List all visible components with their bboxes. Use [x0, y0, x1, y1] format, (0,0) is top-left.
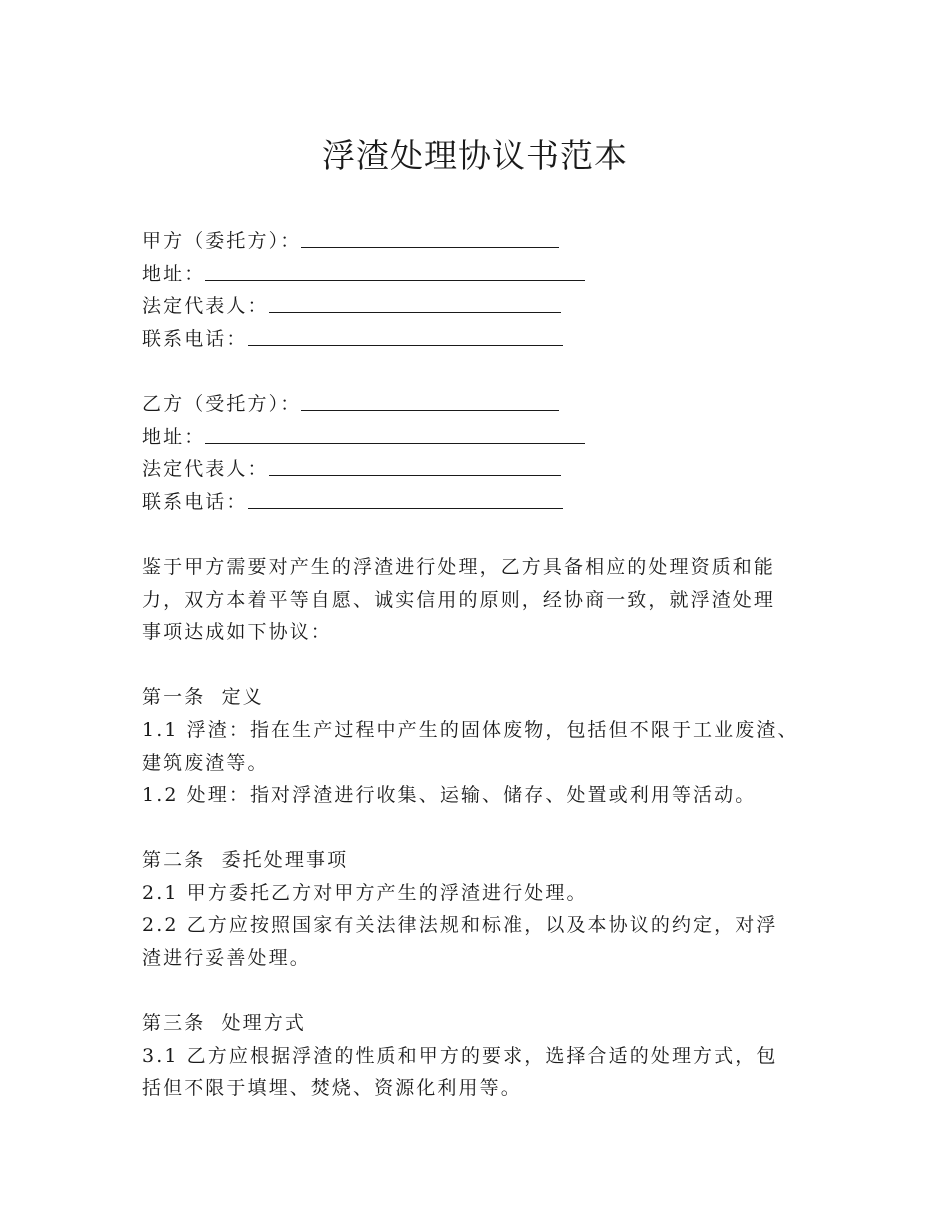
party-a-address-line	[142, 258, 842, 291]
article-line: 2.2 乙方应按照国家有关法律法规和标准，以及本协议的约定，对浮	[142, 914, 778, 937]
spacer	[142, 975, 842, 1008]
article-heading: 第二条 委托处理事项	[142, 849, 349, 872]
preamble-line: 力，双方本着平等自愿、诚实信用的原则，经协商一致，就浮渣处理	[142, 588, 776, 611]
party-a-phone-line	[142, 323, 842, 356]
party-a-line	[142, 225, 842, 258]
party-b-address-line	[142, 421, 842, 454]
preamble-line: 鉴于甲方需要对产生的浮渣进行处理，乙方具备相应的处理资质和能	[142, 555, 776, 578]
party-b-phone-blank	[248, 488, 563, 509]
article-heading: 第三条 处理方式	[142, 1012, 306, 1035]
article-line: 3.1 乙方应根据浮渣的性质和甲方的要求，选择合适的处理方式，包	[142, 1044, 778, 1067]
article-line: 1.2 处理：指对浮渣进行收集、运输、储存、处置或利用等活动。	[142, 784, 757, 807]
article-line: 渣进行妥善处理。	[142, 947, 311, 970]
party-b-address-label: 地址：	[142, 425, 206, 448]
article-line: 建筑废渣等。	[142, 751, 269, 774]
party-a-address-blank	[205, 260, 585, 281]
party-b-blank	[301, 390, 559, 411]
party-a-phone-label: 联系电话：	[142, 327, 248, 350]
party-a-legal-rep-label: 法定代表人：	[142, 295, 269, 318]
document-body	[142, 225, 842, 1105]
party-b-legal-rep-label: 法定代表人：	[142, 458, 269, 481]
party-b-legal-rep-blank	[269, 455, 561, 476]
article-line: 1.1 浮渣：指在生产过程中产生的固体废物，包括但不限于工业废渣、	[142, 718, 799, 741]
preamble-line: 事项达成如下协议：	[142, 621, 332, 644]
party-b-legal-rep-line	[142, 453, 842, 486]
party-a-legal-rep-line	[142, 290, 842, 323]
party-a-phone-blank	[248, 325, 563, 346]
party-a-legal-rep-blank	[269, 292, 561, 313]
article-heading: 第一条 定义	[142, 686, 264, 709]
spacer	[142, 649, 842, 682]
party-b-line	[142, 388, 842, 421]
article-line: 括但不限于填埋、焚烧、资源化利用等。	[142, 1077, 522, 1100]
party-b-label: 乙方（受托方）：	[142, 392, 302, 415]
party-b-phone-label: 联系电话：	[142, 490, 248, 513]
article-line: 2.1 甲方委托乙方对甲方产生的浮渣进行处理。	[142, 881, 588, 904]
party-b-address-blank	[205, 423, 585, 444]
party-a-address-label: 地址：	[142, 262, 206, 285]
party-a-blank	[301, 227, 559, 248]
party-a-label: 甲方（委托方）：	[142, 230, 302, 252]
spacer	[142, 518, 842, 551]
spacer	[142, 812, 842, 845]
party-b-phone-line	[142, 486, 842, 519]
document-title: 浮渣处理协议书范本	[322, 136, 628, 175]
spacer	[142, 355, 842, 388]
